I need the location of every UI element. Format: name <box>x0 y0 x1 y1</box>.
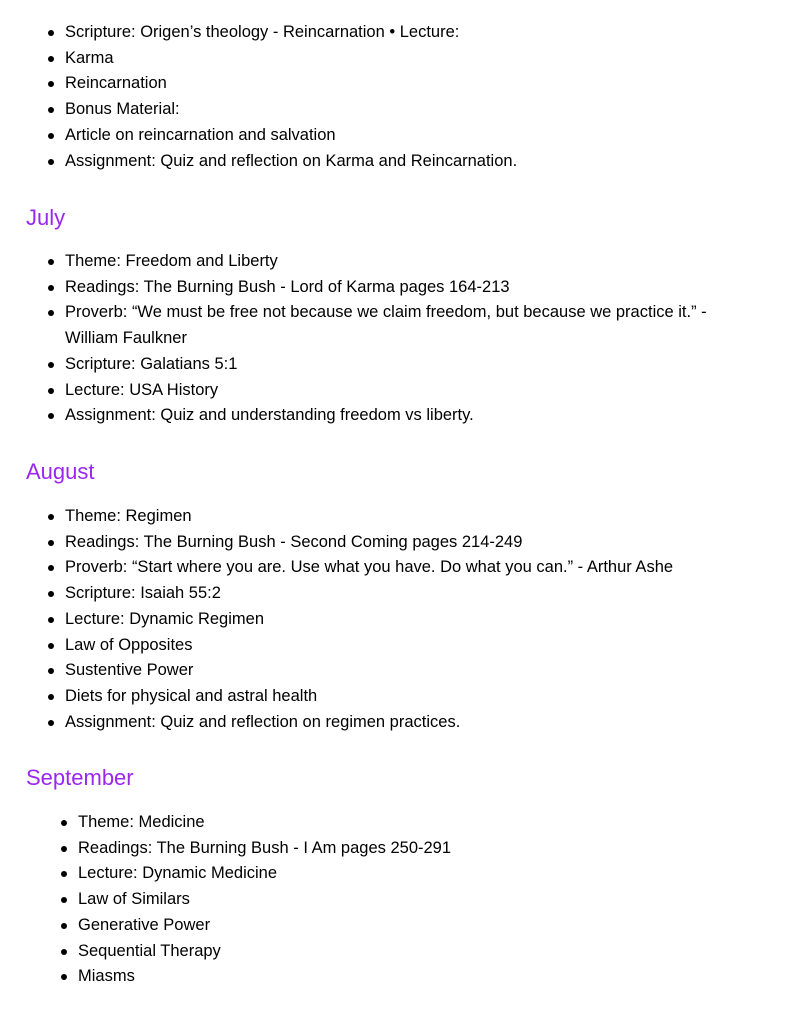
list-item-text: Theme: Regimen <box>65 507 192 525</box>
list-item-text: Reincarnation <box>65 74 167 93</box>
list-item-text: Proverb: “We must be free not because we claim freedom, but because we practice it.” - William Faulkner <box>65 303 707 348</box>
bullet-icon <box>48 259 54 265</box>
august-list <box>65 504 765 735</box>
list-item-text: Karma <box>65 48 114 67</box>
month-heading-august: August <box>26 459 95 484</box>
list-item-text: Diets for physical and astral health <box>65 686 318 705</box>
list-item <box>65 275 745 301</box>
list-item-text: Lecture: USA History <box>65 380 219 399</box>
september-list <box>78 810 758 990</box>
list-item-text: Assignment: Quiz and reflection on Karma and Reincarnation. <box>65 151 518 170</box>
list-item <box>65 71 755 97</box>
bullet-icon <box>48 668 54 674</box>
list-item <box>78 939 758 965</box>
list-item-text: Assignment: Quiz and understanding freedom vs liberty. <box>65 406 474 425</box>
intro-list <box>65 20 755 174</box>
bullet-icon <box>61 871 67 877</box>
bullet-icon <box>61 846 67 852</box>
july-list <box>65 249 745 429</box>
list-item-text: Scripture: Isaiah 55:2 <box>65 584 221 603</box>
list-item-text: Sequential Therapy <box>78 941 221 960</box>
list-item <box>78 810 758 836</box>
bullet-icon <box>61 974 67 980</box>
list-item <box>65 530 765 556</box>
list-item <box>78 836 758 862</box>
list-item-text: Bonus Material: <box>65 100 180 119</box>
list-item <box>65 504 765 530</box>
list-item <box>65 378 745 404</box>
bullet-icon <box>61 923 67 929</box>
list-item-text: Generative Power <box>78 915 211 934</box>
list-item <box>65 633 765 659</box>
list-item <box>65 352 745 378</box>
bullet-icon <box>48 56 54 62</box>
list-item-text: Proverb: “Start where you are. Use what you have. Do what you can.” - Arthur Ashe <box>65 558 674 577</box>
list-item <box>65 300 745 351</box>
list-item <box>65 684 765 710</box>
bullet-icon <box>61 949 67 955</box>
list-item <box>65 607 765 633</box>
bullet-icon <box>48 159 54 165</box>
bullet-icon <box>48 643 54 649</box>
list-item <box>65 555 765 581</box>
list-item <box>65 46 755 72</box>
list-item <box>65 249 745 275</box>
list-item-text: Scripture: Galatians 5:1 <box>65 354 238 373</box>
list-item-text: Theme: Freedom and Liberty <box>65 252 278 270</box>
list-item-text: Lecture: Dynamic Medicine <box>78 864 277 883</box>
list-item <box>65 20 755 46</box>
bullet-icon <box>48 591 54 597</box>
bullet-icon <box>48 81 54 87</box>
list-item-text: Scripture: Origen’s theology - Reincarnation • Lecture: <box>65 23 460 41</box>
bullet-icon <box>48 413 54 419</box>
list-item <box>65 710 765 736</box>
list-item <box>78 964 758 990</box>
bullet-icon <box>48 285 54 291</box>
bullet-icon <box>48 30 54 36</box>
list-item-text: Sustentive Power <box>65 661 194 680</box>
list-item <box>65 581 765 607</box>
list-item <box>78 861 758 887</box>
list-item <box>78 913 758 939</box>
list-item <box>65 149 755 175</box>
month-heading-september: September <box>26 765 134 790</box>
list-item <box>65 658 765 684</box>
list-item <box>65 403 745 429</box>
list-item-text: Theme: Medicine <box>78 813 205 831</box>
bullet-icon <box>48 565 54 571</box>
month-heading-july: July <box>26 205 66 230</box>
list-item-text: Readings: The Burning Bush - Second Coming pages 214-249 <box>65 532 523 551</box>
list-item <box>65 123 755 149</box>
list-item-text: Lecture: Dynamic Regimen <box>65 609 264 628</box>
bullet-icon <box>61 897 67 903</box>
bullet-icon <box>48 362 54 368</box>
bullet-icon <box>48 540 54 546</box>
list-item <box>65 97 755 123</box>
bullet-icon <box>48 694 54 700</box>
list-item-text: Miasms <box>78 967 135 986</box>
bullet-icon <box>48 107 54 113</box>
bullet-icon <box>61 820 67 826</box>
bullet-icon <box>48 720 54 726</box>
list-item-text: Assignment: Quiz and reflection on regimen practices. <box>65 712 461 731</box>
bullet-icon <box>48 310 54 316</box>
bullet-icon <box>48 388 54 394</box>
bullet-icon <box>48 617 54 623</box>
bullet-icon <box>48 133 54 139</box>
list-item-text: Law of Similars <box>78 890 190 909</box>
list-item-text: Readings: The Burning Bush - Lord of Karma pages 164-213 <box>65 277 510 296</box>
list-item-text: Law of Opposites <box>65 635 193 654</box>
list-item <box>78 887 758 913</box>
bullet-icon <box>48 514 54 520</box>
list-item-text: Article on reincarnation and salvation <box>65 125 336 144</box>
list-item-text: Readings: The Burning Bush - I Am pages 250-291 <box>78 838 452 857</box>
